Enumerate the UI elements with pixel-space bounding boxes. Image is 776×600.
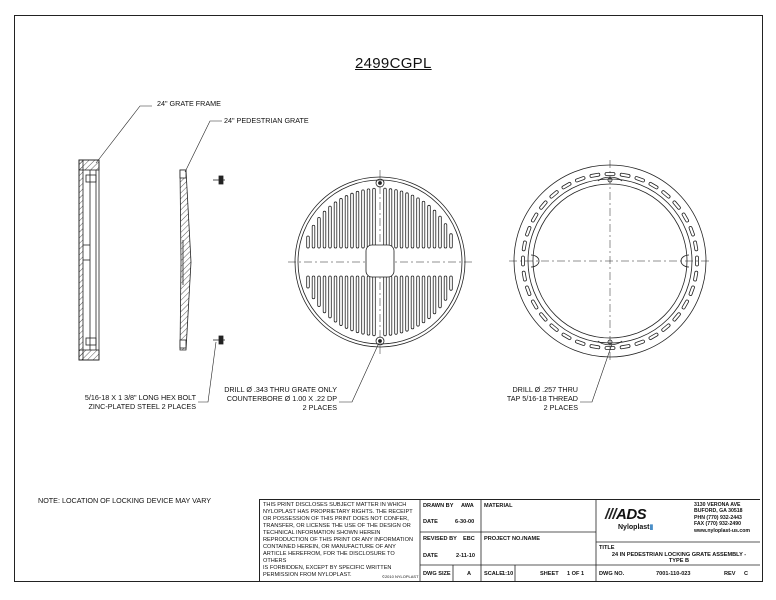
frame-ring-slot [620,173,630,178]
grate-slot [351,276,354,331]
grate-slot [345,196,348,248]
frame-ring-slot [522,271,527,281]
note-locking-device: NOTE: LOCATION OF LOCKING DEVICE MAY VARY [38,496,212,505]
frame-plan-view [509,160,711,362]
grate-slot [428,205,431,248]
grate-slot [340,276,343,326]
drawn-by-label: DRAWN BY [423,503,454,509]
frame-ring-slot [693,241,698,251]
frame-ring-slot [561,182,571,190]
frame-ring-slot [682,212,690,222]
grate-slot [422,201,425,248]
frame-ring-slot [539,200,548,210]
grate-slot [444,276,447,300]
frame-ring-slot [689,226,695,236]
grate-slot [362,190,365,248]
hex-bolt-bottom [213,336,225,344]
grate-slot [351,193,354,248]
frame-ring-slot [590,344,600,349]
grate-slot [373,276,376,336]
date-value-2: 2-11-10 [456,553,475,559]
callout-drill-frame-line2: TAP 5/16-18 THREAD [506,394,578,403]
sheet-value: 1 OF 1 [567,571,585,577]
frame-ring-slot [575,176,585,182]
callout-drill-grate-line3: 2 PLACES [302,403,337,412]
grate-slot [323,211,326,248]
frame-ring-slot [549,190,559,199]
project-label: PROJECT NO./NAME [484,536,540,542]
callout-drill-grate-line2: COUNTERBORE Ø 1.00 X .22 DP [226,394,337,403]
grate-slot [395,276,398,334]
revised-by-label: REVISED BY [423,536,457,542]
frame-ring-slot [635,176,645,182]
callout-drill-frame-line1: DRILL Ø .257 THRU [512,385,578,394]
callout-pedestrian-grate: 24" PEDESTRIAN GRATE [224,116,309,125]
disclaimer-text: THIS PRINT DISCLOSES SUBJECT MATTER IN WHICH NYLOPLAST HAS PROPRIETARY RIGHTS. THE RECEIPT OR POSSESSION OF THIS PRINT DOES NOT CONFER, TRANSFER, OR LICENSE THE USE OF THE DESIGN OR TECHNICAL INFORMATION SHOWN HEREIN REPRODUCTION OF THIS PRINT OR ANY INFORMATION CONTAINED HEREIN, OR MANUFACTURE OF ANY ARTICLE HEREFROM, FOR THE DISCLOSURE TO OTHERS IS FORBIDDEN, EXCEPT BY SPECIFIC WRITTEN PERMISSION FROM NYLOPLAST. [263,502,414,578]
scale-value: 1:10 [502,571,514,577]
grate-slot [345,276,348,328]
grate-slot [439,276,442,308]
grate-slot [307,236,310,248]
grate-slot [406,193,409,248]
leader-lines [96,106,612,402]
title-line2: TYPE B [668,558,690,564]
callout-bolt-line2: ZINC-PLATED STEEL 2 PLACES [88,402,196,411]
grate-slot [411,276,414,329]
grate-slot [433,210,436,248]
frame-ring-slot [575,340,585,346]
grate-slot [356,191,359,248]
grate-slot [318,217,321,248]
date-label-1: DATE [423,519,438,525]
ads-logo: ///ADS [605,506,647,523]
grate-slot [450,234,453,248]
pedestrian-grate-section [180,170,191,350]
drawn-by-value: AWA [461,503,474,509]
grate-slot [411,195,414,248]
frame-ring-slot [661,190,671,199]
frame-ring-slot [672,200,681,210]
grate-slot [362,276,365,334]
grate-slot [444,224,447,248]
grate-slot [312,225,315,248]
title-line1: 24 IN PEDESTRIAN LOCKING GRATE ASSEMBLY - [611,552,747,558]
grate-slot [395,190,398,248]
frame-ring-slot [682,299,690,309]
frame-ring-slot [661,323,671,332]
copyright-text: ©2010 NYLOPLAST [382,574,419,579]
frame-ring-slot [531,299,539,309]
rev-value: C [744,571,749,577]
rev-label: REV [724,571,736,577]
dwg-size-value: A [467,571,472,577]
grate-slot [439,216,442,248]
dwg-size-label: DWG SIZE [423,571,451,577]
dwg-no-value: 7001-110-023 [656,571,691,577]
grate-slot [400,191,403,248]
frame-ring-slot [689,286,695,296]
revised-by-value: EBC [463,536,475,542]
grate-slot [406,276,409,331]
grate-slot [373,188,376,248]
title-label: TITLE [599,545,615,551]
grate-slot [323,276,326,313]
frame-ring-slot [648,182,658,190]
grate-slot [329,276,332,318]
callout-drill-frame-line3: 2 PLACES [543,403,578,412]
callout-drill-grate-line1: DRILL Ø .343 THRU GRATE ONLY [224,385,337,394]
grate-slot [312,276,315,299]
date-value-1: 6-30-00 [455,519,475,525]
grate-slot [367,189,370,248]
frame-ring-slot [693,271,698,281]
frame-ring-slot [525,286,531,296]
scale-label: SCALE [484,571,503,577]
frame-ring-slot [672,312,681,322]
company-address: 3130 VERONA AVE BUFORD, GA 30518 PHN (770) 932-2443 FAX (770) 932-2490 www.nyloplast-us.com [694,502,751,534]
dwg-no-label: DWG NO. [599,571,625,577]
grate-slot [334,202,337,248]
grate-slot [334,276,337,322]
nyloplast-logo-mark: ▮ [649,524,654,531]
hex-bolt-top [213,176,225,184]
frame-ring-slot [648,333,658,341]
grate-plan-view [288,170,472,355]
grate-slot [450,276,453,290]
grate-slot [307,276,310,288]
nyloplast-logo: Nyloplast▮ [618,524,654,531]
title-block [259,499,760,581]
drawing-title: 2499CGPL [355,55,432,72]
ads-logo-slashes: /// [605,506,617,523]
grate-slot [422,276,425,323]
grate-slot [389,276,392,335]
grate-slot [389,189,392,248]
frame-ring-slot [525,226,531,236]
frame-ring-slot [531,212,539,222]
frame-ring-slot [590,173,600,178]
grate-slot [384,276,387,336]
grate-slot [433,276,436,314]
grate-slot [367,276,370,335]
frame-ring-slot [539,312,548,322]
grate-slot [356,276,359,333]
frame-ring-slot [522,241,527,251]
grate-slot [318,276,321,307]
frame-ring-slot [561,333,571,341]
callout-grate-frame: 24" GRATE FRAME [157,99,221,108]
frame-ring-slot [620,344,630,349]
frame-ring-slot [635,340,645,346]
date-label-2: DATE [423,553,438,559]
grate-slot [417,276,420,326]
grate-slot [340,198,343,248]
grate-slot [428,276,431,319]
material-label: MATERIAL [484,503,513,509]
grate-slot [400,276,403,333]
grate-frame-section [79,160,99,360]
callout-bolt-line1: 5/16-18 X 1 3/8" LONG HEX BOLT [84,393,196,402]
grate-slot [329,206,332,248]
grate-slot [417,198,420,248]
sheet-label: SHEET [540,571,559,577]
grate-slot [384,188,387,248]
frame-ring-slot [549,323,559,332]
